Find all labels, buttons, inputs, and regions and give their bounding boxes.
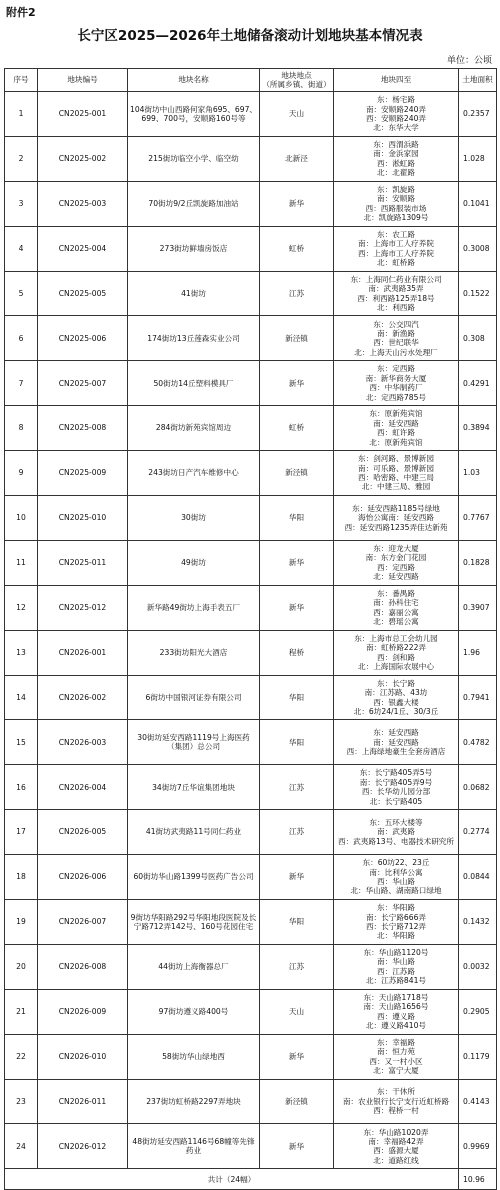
col-header-name: 地块名称 bbox=[128, 69, 260, 92]
total-label: 共计（24幅） bbox=[5, 1169, 459, 1190]
boundary-line: 西：华山路 bbox=[377, 877, 415, 887]
table-row bbox=[5, 630, 497, 675]
cell-area: 0.1041 bbox=[459, 181, 497, 226]
boundary-line: 东：迎龙大厦 bbox=[373, 544, 419, 554]
boundary-line: 南：江苏路、43坊 bbox=[364, 688, 428, 698]
cell-area: 0.308 bbox=[459, 316, 497, 361]
cell-name: 97街坊遵义路400号 bbox=[128, 989, 260, 1034]
cell-boundaries bbox=[334, 765, 459, 810]
cell-no: 5 bbox=[5, 271, 38, 316]
cell-name: 新华路49街坊上海手表五厂 bbox=[128, 585, 260, 630]
boundary-line: 东：60坊22、23丘 bbox=[362, 858, 430, 868]
boundary-line: 南：可乐路、景博新园 bbox=[358, 463, 434, 473]
boundary-line: 北：中建三局、雅园 bbox=[361, 482, 431, 492]
boundary-line: 南：长宁路405弄9号 bbox=[359, 777, 433, 787]
cell-location: 华阳 bbox=[260, 496, 334, 541]
table-row bbox=[5, 900, 497, 945]
table-row bbox=[5, 765, 497, 810]
cell-location: 新泾镇 bbox=[260, 1079, 334, 1124]
cell-no: 4 bbox=[5, 226, 38, 271]
cell-code: CN2025-007 bbox=[38, 361, 128, 406]
table-row bbox=[5, 271, 497, 316]
cell-area: 0.3008 bbox=[459, 226, 497, 271]
cell-code: CN2026-009 bbox=[38, 989, 128, 1034]
boundary-line: 南：幸福路42弄 bbox=[368, 1137, 424, 1147]
cell-name: 50街坊14丘塑料模具厂 bbox=[128, 361, 260, 406]
boundary-line: 东：华山路1020弄 bbox=[363, 1127, 429, 1137]
cell-area: 0.0682 bbox=[459, 765, 497, 810]
cell-boundaries bbox=[334, 1124, 459, 1169]
cell-location: 虹桥 bbox=[260, 406, 334, 451]
cell-no: 8 bbox=[5, 406, 38, 451]
cell-code: CN2026-011 bbox=[38, 1079, 128, 1124]
cell-name: 30街坊 bbox=[128, 496, 260, 541]
boundary-line: 北：凯旋路1309号 bbox=[363, 213, 429, 223]
table-row bbox=[5, 136, 497, 181]
boundary-line: 东：五环大楼等 bbox=[369, 818, 423, 828]
cell-name: 104街坊中山西路何家角695、697、699、700号，安顺路160号等 bbox=[128, 92, 260, 137]
boundary-line: 西：武夷路13号、电器技术研究所 bbox=[338, 836, 454, 846]
cell-location: 江苏 bbox=[260, 944, 334, 989]
boundary-line: 南：孙科住宅 bbox=[373, 598, 419, 608]
cell-name: 48街坊延安西路1146号68幢等先锋药业 bbox=[128, 1124, 260, 1169]
boundary-line: 南：安顺路 bbox=[377, 194, 415, 204]
boundary-line: 西：延安西路1235弄佳达新苑 bbox=[344, 522, 448, 532]
land-plot-table bbox=[4, 68, 497, 1190]
boundary-line: 西：剑和路 bbox=[377, 652, 415, 662]
boundary-line: 东：上海市总工会幼儿园 bbox=[354, 633, 438, 643]
cell-boundaries bbox=[334, 406, 459, 451]
cell-code: CN2026-004 bbox=[38, 765, 128, 810]
boundary-line: 东：定西路 bbox=[377, 364, 415, 374]
boundary-line: 西：嘉丽公寓 bbox=[373, 607, 419, 617]
cell-no: 2 bbox=[5, 136, 38, 181]
cell-no: 9 bbox=[5, 451, 38, 496]
boundary-line: 北：道路红线 bbox=[373, 1155, 419, 1165]
cell-location: 新泾镇 bbox=[260, 451, 334, 496]
table-row bbox=[5, 585, 497, 630]
cell-location: 华阳 bbox=[260, 675, 334, 720]
cell-location: 虹桥 bbox=[260, 226, 334, 271]
cell-name: 273街坊鲜墙房饭店 bbox=[128, 226, 260, 271]
cell-boundaries bbox=[334, 675, 459, 720]
boundary-line: 北：原新苑宾馆 bbox=[369, 437, 423, 447]
cell-code: CN2026-005 bbox=[38, 810, 128, 855]
cell-area: 0.0844 bbox=[459, 855, 497, 900]
cell-no: 20 bbox=[5, 944, 38, 989]
boundary-line: 西：又一村小区 bbox=[369, 1056, 423, 1066]
boundary-line: 南：新华商务大厦 bbox=[365, 373, 427, 383]
boundary-line: 西：定西路 bbox=[377, 562, 415, 572]
cell-area: 0.7767 bbox=[459, 496, 497, 541]
cell-area: 0.1179 bbox=[459, 1034, 497, 1079]
table-row bbox=[5, 92, 497, 137]
cell-name: 60街坊华山路1399号医药广告公司 bbox=[128, 855, 260, 900]
table-row bbox=[5, 496, 497, 541]
cell-no: 14 bbox=[5, 675, 38, 720]
cell-area: 0.7941 bbox=[459, 675, 497, 720]
col-header-no: 序号 bbox=[5, 69, 38, 92]
boundary-line: 东：番禺路 bbox=[377, 588, 415, 598]
unit-label: 单位：公顷 bbox=[446, 56, 492, 66]
table-row bbox=[5, 720, 497, 765]
table-row bbox=[5, 316, 497, 361]
boundary-line: 南：虹桥路222弄 bbox=[365, 643, 427, 653]
table-row bbox=[5, 406, 497, 451]
cell-area: 0.4782 bbox=[459, 720, 497, 765]
boundary-line: 东：干休所 bbox=[377, 1087, 415, 1097]
boundary-line: 北：东华大学 bbox=[373, 123, 419, 133]
cell-code: CN2026-008 bbox=[38, 944, 128, 989]
table-row bbox=[5, 944, 497, 989]
cell-boundaries bbox=[334, 900, 459, 945]
boundary-line: 南：武夷路35弄 bbox=[368, 284, 424, 294]
boundary-line: 北：延安西路 bbox=[373, 572, 419, 582]
cell-no: 10 bbox=[5, 496, 38, 541]
boundary-line: 海怡公寓南：延安西路 bbox=[358, 513, 434, 523]
cell-name: 174街坊13丘莲森实业公司 bbox=[128, 316, 260, 361]
cell-boundaries bbox=[334, 1079, 459, 1124]
cell-name: 34街坊7丘华谊集团地块 bbox=[128, 765, 260, 810]
cell-code: CN2025-011 bbox=[38, 540, 128, 585]
cell-boundaries bbox=[334, 92, 459, 137]
cell-no: 11 bbox=[5, 540, 38, 585]
cell-code: CN2026-010 bbox=[38, 1034, 128, 1079]
boundary-line: 西：利西路125弄18号 bbox=[357, 293, 435, 303]
cell-area: 1.96 bbox=[459, 630, 497, 675]
cell-location: 新华 bbox=[260, 1034, 334, 1079]
cell-boundaries bbox=[334, 136, 459, 181]
boundary-line: 西：淞虹路 bbox=[377, 158, 415, 168]
boundary-line: 西：江苏路 bbox=[377, 966, 415, 976]
cell-name: 237街坊虹桥路2297弄地块 bbox=[128, 1079, 260, 1124]
cell-no: 18 bbox=[5, 855, 38, 900]
boundary-line: 西：银鑫大楼 bbox=[373, 697, 419, 707]
boundary-line: 东：延安西路 bbox=[373, 728, 419, 738]
table-row bbox=[5, 1034, 497, 1079]
cell-no: 1 bbox=[5, 92, 38, 137]
boundary-line: 南：新渔路 bbox=[377, 328, 415, 338]
boundary-line: 南：延安西路 bbox=[373, 418, 419, 428]
cell-code: CN2026-001 bbox=[38, 630, 128, 675]
boundary-line: 北：北翟路 bbox=[377, 168, 415, 178]
cell-code: CN2025-006 bbox=[38, 316, 128, 361]
cell-name: 215街坊临空小学、临空幼 bbox=[128, 136, 260, 181]
boundary-line: 北：上海天山污水处理厂 bbox=[354, 347, 438, 357]
table-row bbox=[5, 540, 497, 585]
table-row bbox=[5, 361, 497, 406]
boundary-line: 北：碧瑶公寓 bbox=[373, 617, 419, 627]
cell-boundaries bbox=[334, 855, 459, 900]
boundary-line: 西：上海绿地豪生全套房酒店 bbox=[346, 747, 446, 757]
cell-location: 北新泾 bbox=[260, 136, 334, 181]
boundary-line: 东：长宁路 bbox=[377, 678, 415, 688]
cell-boundaries bbox=[334, 1034, 459, 1079]
cell-no: 12 bbox=[5, 585, 38, 630]
boundary-line: 北：江苏路841号 bbox=[365, 976, 427, 986]
cell-boundaries bbox=[334, 720, 459, 765]
boundary-line: 南：安顺路240弄 bbox=[365, 104, 427, 114]
cell-boundaries bbox=[334, 451, 459, 496]
boundary-line: 东：华阳路 bbox=[377, 903, 415, 913]
cell-boundaries bbox=[334, 630, 459, 675]
cell-name: 58街坊华山绿地西 bbox=[128, 1034, 260, 1079]
table-row bbox=[5, 1124, 497, 1169]
cell-boundaries bbox=[334, 181, 459, 226]
boundary-line: 北：华阳路 bbox=[377, 931, 415, 941]
cell-area: 0.9969 bbox=[459, 1124, 497, 1169]
cell-area: 0.4143 bbox=[459, 1079, 497, 1124]
cell-area: 0.3894 bbox=[459, 406, 497, 451]
cell-name: 49街坊 bbox=[128, 540, 260, 585]
boundary-line: 东：公交四汽 bbox=[373, 319, 419, 329]
boundary-line: 北：华山路、湖南路口绿地 bbox=[350, 886, 442, 896]
cell-no: 6 bbox=[5, 316, 38, 361]
cell-no: 13 bbox=[5, 630, 38, 675]
cell-no: 19 bbox=[5, 900, 38, 945]
cell-location: 程桥 bbox=[260, 630, 334, 675]
cell-no: 21 bbox=[5, 989, 38, 1034]
boundary-line: 北：利西路 bbox=[377, 302, 415, 312]
cell-boundaries bbox=[334, 316, 459, 361]
boundary-line: 东：幸福路 bbox=[377, 1037, 415, 1047]
cell-no: 16 bbox=[5, 765, 38, 810]
boundary-line: 北：上海国际农展中心 bbox=[358, 662, 434, 672]
cell-area: 0.0032 bbox=[459, 944, 497, 989]
cell-location: 新华 bbox=[260, 361, 334, 406]
cell-location: 新华 bbox=[260, 181, 334, 226]
boundary-line: 西：西路服装市场 bbox=[365, 203, 427, 213]
cell-name: 30街坊延安西路1119号上海医药（集团）总公司 bbox=[128, 720, 260, 765]
cell-code: CN2025-002 bbox=[38, 136, 128, 181]
boundary-line: 西：上海市工人疗养院 bbox=[358, 248, 434, 258]
cell-code: CN2025-004 bbox=[38, 226, 128, 271]
cell-location: 天山 bbox=[260, 989, 334, 1034]
cell-code: CN2025-012 bbox=[38, 585, 128, 630]
boundary-line: 西：长宁路712弄 bbox=[365, 921, 427, 931]
col-header-code: 地块编号 bbox=[38, 69, 128, 92]
boundary-line: 西：程桥一村 bbox=[373, 1106, 419, 1116]
boundary-line: 东：农工路 bbox=[377, 229, 415, 239]
cell-location: 新华 bbox=[260, 1124, 334, 1169]
cell-name: 6街坊中国银河证券有限公司 bbox=[128, 675, 260, 720]
boundary-line: 北：富宁大厦 bbox=[373, 1066, 419, 1076]
cell-name: 243街坊日产汽车维修中心 bbox=[128, 451, 260, 496]
cell-no: 22 bbox=[5, 1034, 38, 1079]
cell-code: CN2025-005 bbox=[38, 271, 128, 316]
boundary-line: 北：遵义路410号 bbox=[365, 1021, 427, 1031]
cell-boundaries bbox=[334, 944, 459, 989]
cell-name: 233街坊阳光大酒店 bbox=[128, 630, 260, 675]
table-header-row bbox=[5, 69, 497, 92]
boundary-line: 东：华山路1120号 bbox=[363, 948, 429, 958]
boundary-line: 东：杨宅路 bbox=[377, 95, 415, 105]
cell-location: 新华 bbox=[260, 540, 334, 585]
boundary-line: 西：安顺路240弄 bbox=[365, 113, 427, 123]
table-row bbox=[5, 810, 497, 855]
table-row bbox=[5, 451, 497, 496]
cell-code: CN2026-002 bbox=[38, 675, 128, 720]
boundary-line: 南：上海市工人疗养院 bbox=[358, 239, 434, 249]
cell-name: 44街坊上海衡器总厂 bbox=[128, 944, 260, 989]
cell-no: 15 bbox=[5, 720, 38, 765]
boundary-line: 北：6坊24/1丘、30/3丘 bbox=[353, 706, 439, 716]
cell-code: CN2025-009 bbox=[38, 451, 128, 496]
boundary-line: 南：天山路1656号 bbox=[363, 1002, 429, 1012]
boundary-line: 东：长宁路405弄5号 bbox=[359, 768, 433, 778]
boundary-line: 南：农业银行长宁支行近虹桥路 bbox=[342, 1096, 450, 1106]
total-area: 10.96 bbox=[459, 1169, 497, 1190]
table-row bbox=[5, 226, 497, 271]
cell-boundaries bbox=[334, 989, 459, 1034]
cell-area: 0.4291 bbox=[459, 361, 497, 406]
attachment-label: 附件2 bbox=[6, 6, 36, 19]
cell-area: 1.028 bbox=[459, 136, 497, 181]
boundary-line: 西：哈密路、中建三局 bbox=[358, 473, 434, 483]
cell-area: 0.1432 bbox=[459, 900, 497, 945]
boundary-line: 南：恒力苑 bbox=[377, 1047, 415, 1057]
cell-area: 0.1522 bbox=[459, 271, 497, 316]
boundary-line: 东：原新苑宾馆 bbox=[369, 409, 423, 419]
cell-code: CN2025-001 bbox=[38, 92, 128, 137]
cell-boundaries bbox=[334, 540, 459, 585]
boundary-line: 南：延安西路 bbox=[373, 737, 419, 747]
cell-code: CN2026-012 bbox=[38, 1124, 128, 1169]
boundary-line: 西：中华制药厂 bbox=[369, 383, 423, 393]
cell-name: 41街坊武夷路11号同仁药业 bbox=[128, 810, 260, 855]
cell-no: 24 bbox=[5, 1124, 38, 1169]
boundary-line: 西：虹许路 bbox=[377, 428, 415, 438]
document-title: 长宁区2025—2026年土地储备滚动计划地块基本情况表 bbox=[77, 28, 423, 44]
cell-boundaries bbox=[334, 226, 459, 271]
cell-location: 新泾镇 bbox=[260, 316, 334, 361]
cell-location: 江苏 bbox=[260, 810, 334, 855]
cell-no: 23 bbox=[5, 1079, 38, 1124]
table-row bbox=[5, 675, 497, 720]
cell-name: 9街坊华阳路292号华阳地段医院及长宁路712弄142号、160号花园住宅 bbox=[128, 900, 260, 945]
col-header-location: 地块地点 （所属乡镇、街道） bbox=[260, 69, 334, 92]
cell-location: 天山 bbox=[260, 92, 334, 137]
cell-location: 华阳 bbox=[260, 720, 334, 765]
cell-area: 0.2905 bbox=[459, 989, 497, 1034]
cell-no: 17 bbox=[5, 810, 38, 855]
cell-code: CN2026-003 bbox=[38, 720, 128, 765]
boundary-line: 南：比利华公寓 bbox=[369, 867, 423, 877]
cell-boundaries bbox=[334, 496, 459, 541]
boundary-line: 东：延安西路1185号绿地 bbox=[352, 503, 440, 513]
boundary-line: 南：东方金门花园 bbox=[365, 553, 427, 563]
cell-area: 0.2774 bbox=[459, 810, 497, 855]
cell-no: 7 bbox=[5, 361, 38, 406]
boundary-line: 东：西渭浜路 bbox=[373, 140, 419, 150]
table-row bbox=[5, 989, 497, 1034]
cell-name: 284街坊新苑宾馆周边 bbox=[128, 406, 260, 451]
cell-area: 0.1828 bbox=[459, 540, 497, 585]
boundary-line: 东：上海同仁药业有限公司 bbox=[350, 274, 442, 284]
cell-location: 江苏 bbox=[260, 271, 334, 316]
boundary-line: 南：长宁路666弄 bbox=[365, 912, 427, 922]
boundary-line: 南：武夷路 bbox=[377, 827, 415, 837]
cell-code: CN2026-007 bbox=[38, 900, 128, 945]
cell-no: 3 bbox=[5, 181, 38, 226]
cell-location: 新华 bbox=[260, 585, 334, 630]
cell-boundaries bbox=[334, 585, 459, 630]
boundary-line: 南：华山路 bbox=[377, 957, 415, 967]
table-row bbox=[5, 181, 497, 226]
cell-name: 70街坊9/2丘凯旋路加油站 bbox=[128, 181, 260, 226]
cell-boundaries bbox=[334, 271, 459, 316]
boundary-line: 西：长华幼儿园分部 bbox=[361, 787, 431, 797]
boundary-line: 北：虹桥路 bbox=[377, 258, 415, 268]
boundary-line: 北：长宁路405 bbox=[369, 796, 423, 806]
cell-location: 江苏 bbox=[260, 765, 334, 810]
cell-location: 华阳 bbox=[260, 900, 334, 945]
boundary-line: 东：天山路1718号 bbox=[363, 992, 429, 1002]
boundary-line: 南：金浜家园 bbox=[373, 149, 419, 159]
cell-area: 1.03 bbox=[459, 451, 497, 496]
cell-code: CN2026-006 bbox=[38, 855, 128, 900]
boundary-line: 西：世纪联华 bbox=[373, 338, 419, 348]
table-total-row bbox=[5, 1169, 497, 1190]
cell-code: CN2025-010 bbox=[38, 496, 128, 541]
table-row bbox=[5, 855, 497, 900]
boundary-line: 西：遵义路 bbox=[377, 1011, 415, 1021]
boundary-line: 北：定西路785号 bbox=[365, 392, 427, 402]
cell-code: CN2025-008 bbox=[38, 406, 128, 451]
cell-area: 0.2357 bbox=[459, 92, 497, 137]
cell-boundaries bbox=[334, 810, 459, 855]
cell-code: CN2025-003 bbox=[38, 181, 128, 226]
col-header-boundaries: 地块四至 bbox=[334, 69, 459, 92]
col-header-area: 土地面积 bbox=[459, 69, 497, 92]
table-row bbox=[5, 1079, 497, 1124]
boundary-line: 东：凯旋路 bbox=[377, 184, 415, 194]
table-body bbox=[5, 92, 497, 1190]
boundary-line: 东：剑河路、景博新园 bbox=[358, 454, 434, 464]
cell-name: 41街坊 bbox=[128, 271, 260, 316]
cell-area: 0.3907 bbox=[459, 585, 497, 630]
cell-location: 新华 bbox=[260, 855, 334, 900]
cell-boundaries bbox=[334, 361, 459, 406]
boundary-line: 西：盛源大厦 bbox=[373, 1146, 419, 1156]
